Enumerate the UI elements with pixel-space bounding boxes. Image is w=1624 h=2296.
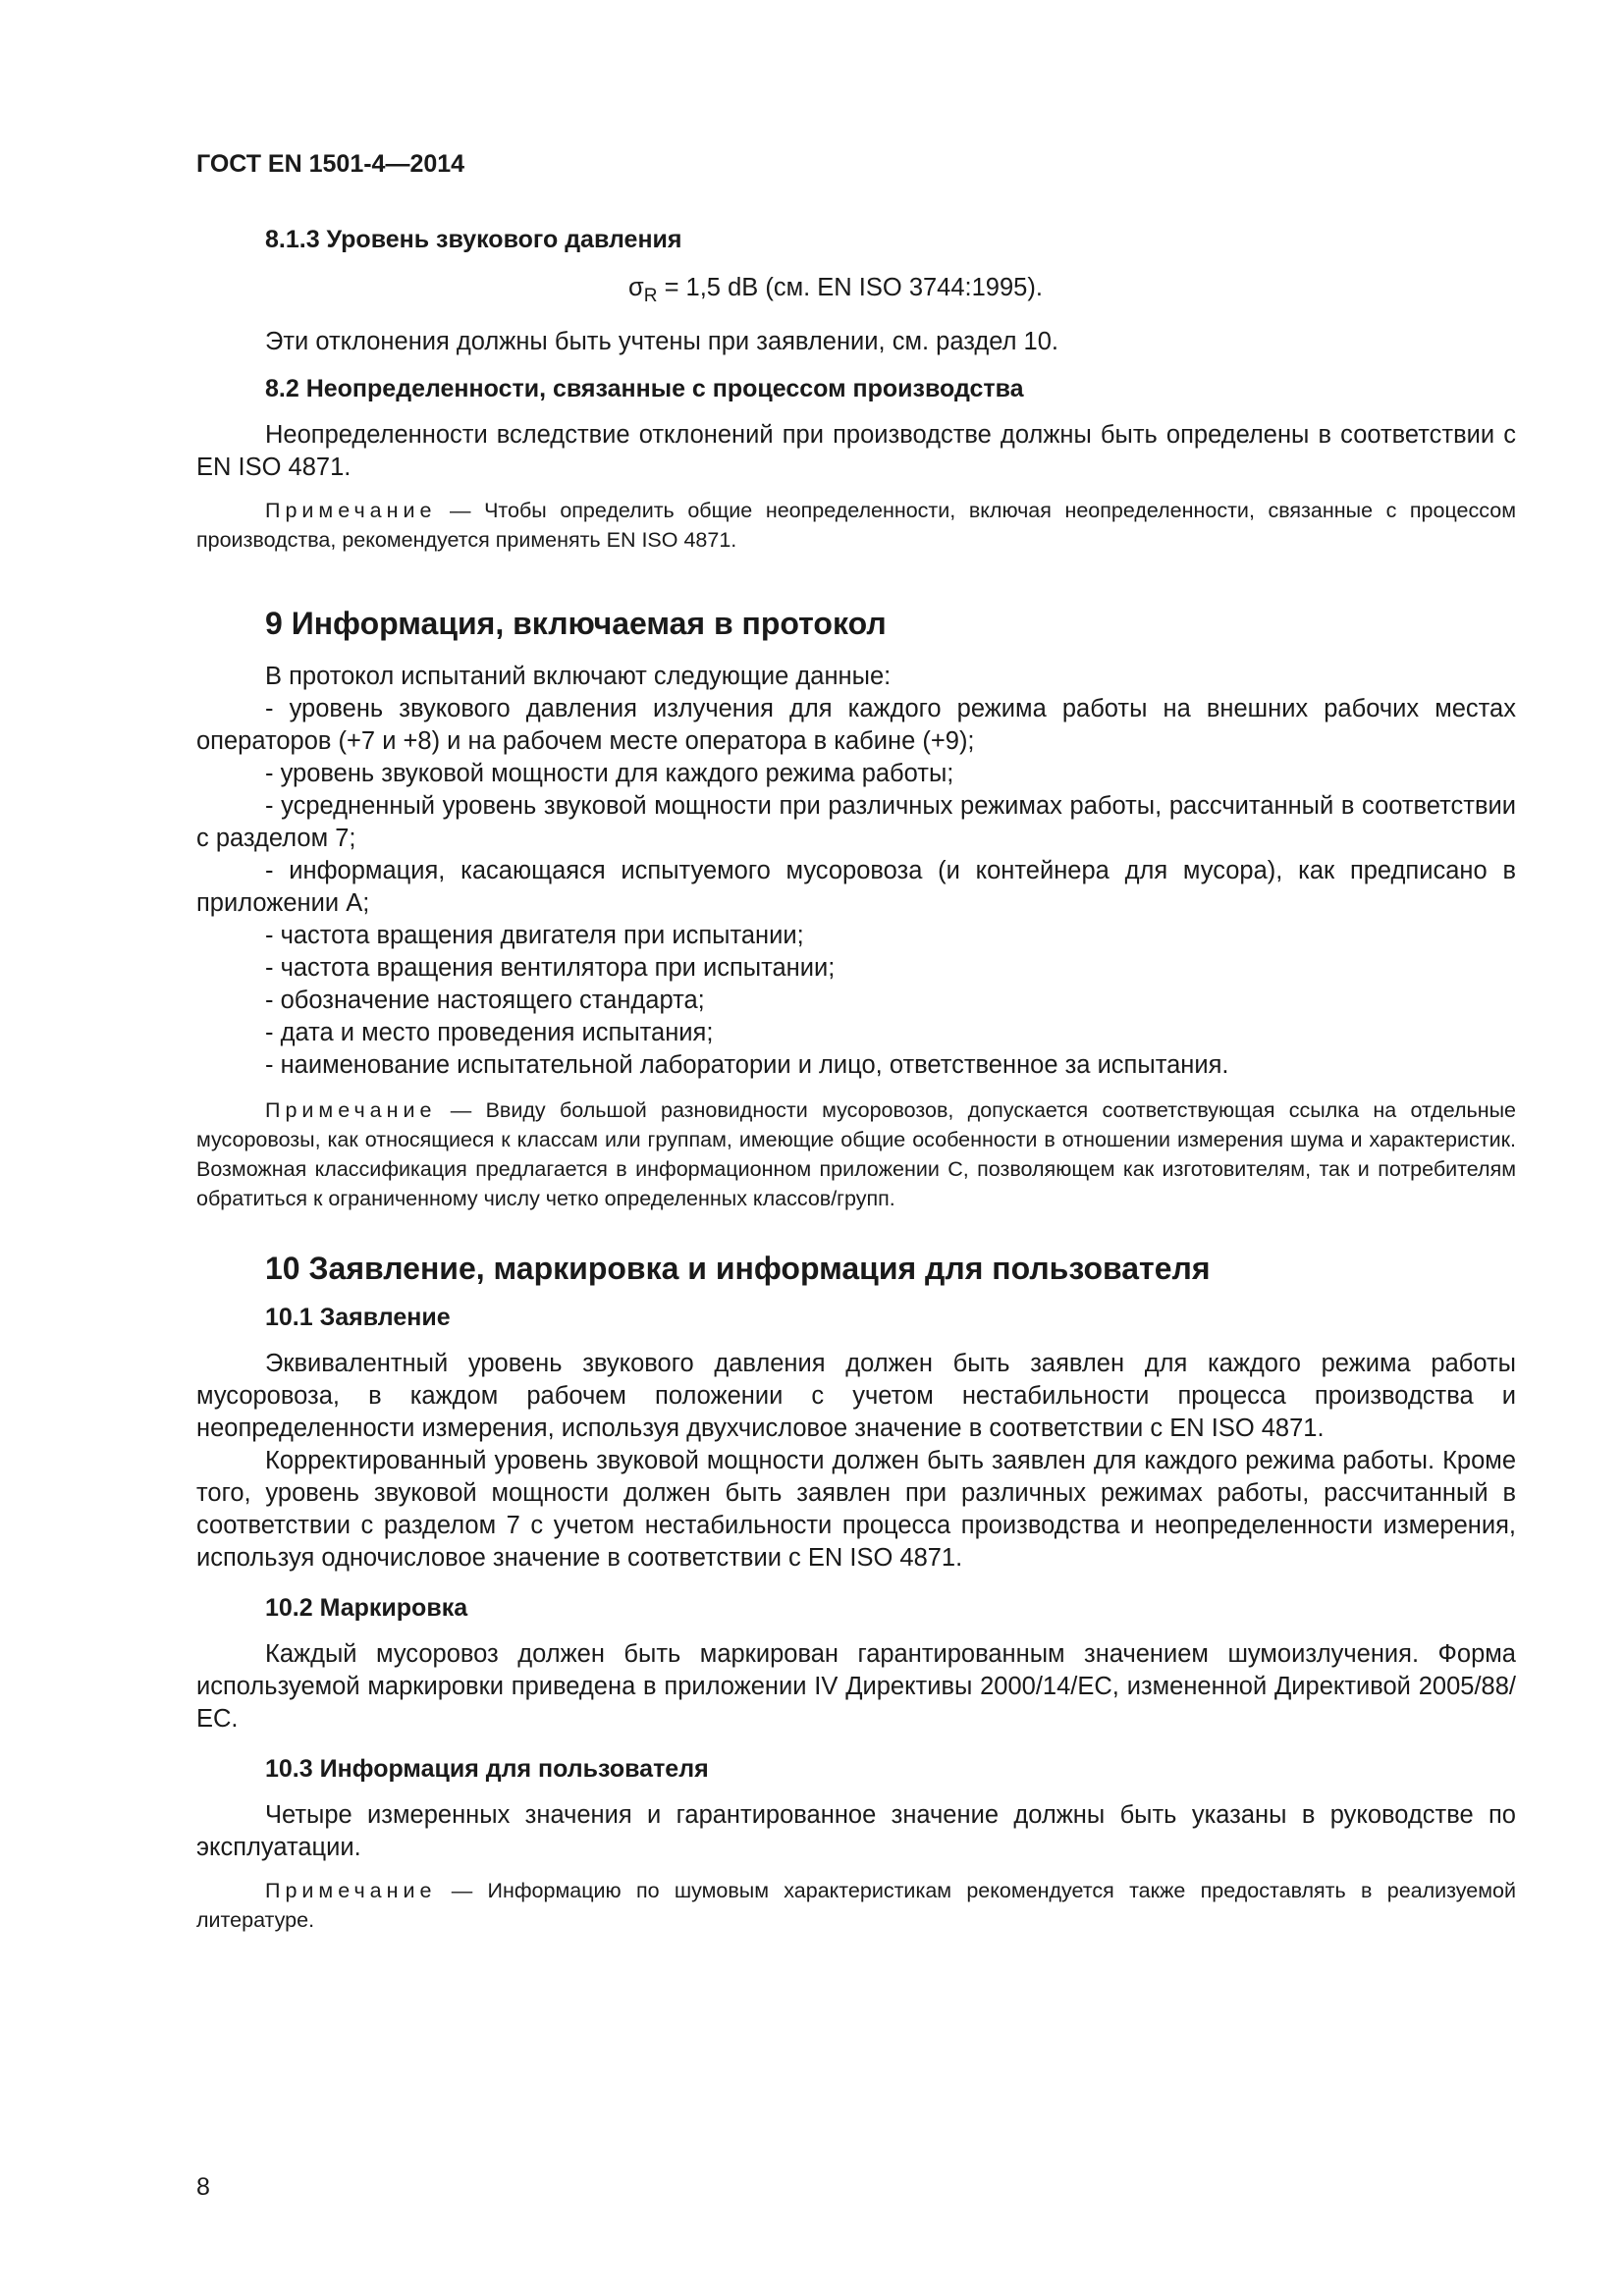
- paragraph-uncertainties: Неопределенности вследствие отклонений при производстве должны быть определены в соответствии с EN ISO 4871.: [196, 421, 1516, 481]
- heading-8-1-3: 8.1.3 Уровень звукового давления: [265, 226, 682, 253]
- paragraph-protocol-intro: В протокол испытаний включают следующие данные:: [265, 663, 892, 690]
- note-label: Примечание: [265, 1879, 437, 1902]
- list-item: - частота вращения вентилятора при испытании;: [265, 954, 836, 982]
- list-item: - уровень звукового давления излучения для каждого режима работы на внешних рабочих местах операторов (+7 и +8) и на рабочем месте оператора в кабине (+9);: [196, 695, 1516, 755]
- list-item: - наименование испытательной лаборатории и лицо, ответственное за испытания.: [265, 1051, 1229, 1079]
- document-code: ГОСТ EN 1501-4—2014: [196, 150, 465, 178]
- formula-subscript: R: [643, 286, 658, 306]
- note-text: — Ввиду большой разновидности мусоровозов, допускается соответствующая ссылка на отдельные мусоровозы, как относящиеся к классам или группам, имеющие общие особенности в отношении измерения шума и характеристик. Возможная классификация предлагается в информационном приложении С, позволяющем как изготовителям, так и потребителям обратиться к ограниченному числу четко определенных классов/групп.: [196, 1098, 1516, 1210]
- paragraph-deviations: Эти отклонения должны быть учтены при заявлении, см. раздел 10.: [265, 328, 1058, 355]
- formula-symbol: σ: [628, 274, 644, 301]
- list-item: - обозначение настоящего стандарта;: [265, 987, 705, 1014]
- note-9: [196, 1095, 1516, 1213]
- note-label: Примечание: [265, 1098, 437, 1122]
- note-10-3: [196, 1876, 1516, 1935]
- formula-sigma-r: [196, 272, 1516, 312]
- heading-8-2: 8.2 Неопределенности, связанные с процессом производства: [265, 375, 1024, 402]
- heading-10: 10 Заявление, маркировка и информация для пользователя: [265, 1251, 1211, 1286]
- heading-9: 9 Информация, включаемая в протокол: [265, 606, 887, 641]
- formula-value: = 1,5 dB (см. EN ISO 3744:1995).: [657, 274, 1043, 301]
- heading-10-1: 10.1 Заявление: [265, 1304, 451, 1331]
- paragraph-declaration-1: Эквивалентный уровень звукового давления должен быть заявлен для каждого режима работы мусоровоза, в каждом рабочем положении с учетом нестабильности процесса производства и неопределенности измерения, используя двухчисловое значение в соответствии с EN ISO 4871.: [196, 1350, 1516, 1442]
- protocol-items-list: [196, 693, 1516, 1082]
- paragraph-marking: Каждый мусоровоз должен быть маркирован гарантированным значением шумоизлучения. Форма используемой маркировки приведена в приложении IV Директивы 2000/14/ЕС, измененной Директивой 2005/88/ЕС.: [196, 1640, 1516, 1733]
- paragraph-declaration-2: Корректированный уровень звуковой мощности должен быть заявлен для каждого режима работы. Кроме того, уровень звуковой мощности должен быть заявлен при различных режимах работы, рассчитанный в соответствии с разделом 7 с учетом нестабильности процесса производства и неопределенности измерения, используя одночисловое значение в соответствии с EN ISO 4871.: [196, 1447, 1516, 1572]
- page-number: 8: [196, 2173, 210, 2201]
- note-text: — Чтобы определить общие неопределенности, включая неопределенности, связанные с процессом производства, рекомендуется применять EN ISO 4871.: [196, 499, 1516, 552]
- paragraph-user-info: Четыре измеренных значения и гарантированное значение должны быть указаны в руководстве по эксплуатации.: [196, 1801, 1516, 1861]
- note-label: Примечание: [265, 499, 437, 522]
- page-content: [196, 224, 1516, 1935]
- list-item: - информация, касающаяся испытуемого мусоровоза (и контейнера для мусора), как предписано в приложении А;: [196, 857, 1516, 917]
- note-text: — Информацию по шумовым характеристикам рекомендуется также предоставлять в реализуемой литературе.: [196, 1879, 1516, 1932]
- heading-10-2: 10.2 Маркировка: [265, 1594, 468, 1622]
- heading-10-3: 10.3 Информация для пользователя: [265, 1755, 709, 1783]
- note-8-2: [196, 496, 1516, 555]
- list-item: - дата и место проведения испытания;: [265, 1019, 714, 1046]
- list-item: - частота вращения двигателя при испытании;: [265, 922, 804, 949]
- list-item: - усредненный уровень звуковой мощности при различных режимах работы, рассчитанный в соответствии с разделом 7;: [196, 792, 1516, 852]
- list-item: - уровень звуковой мощности для каждого режима работы;: [265, 760, 954, 787]
